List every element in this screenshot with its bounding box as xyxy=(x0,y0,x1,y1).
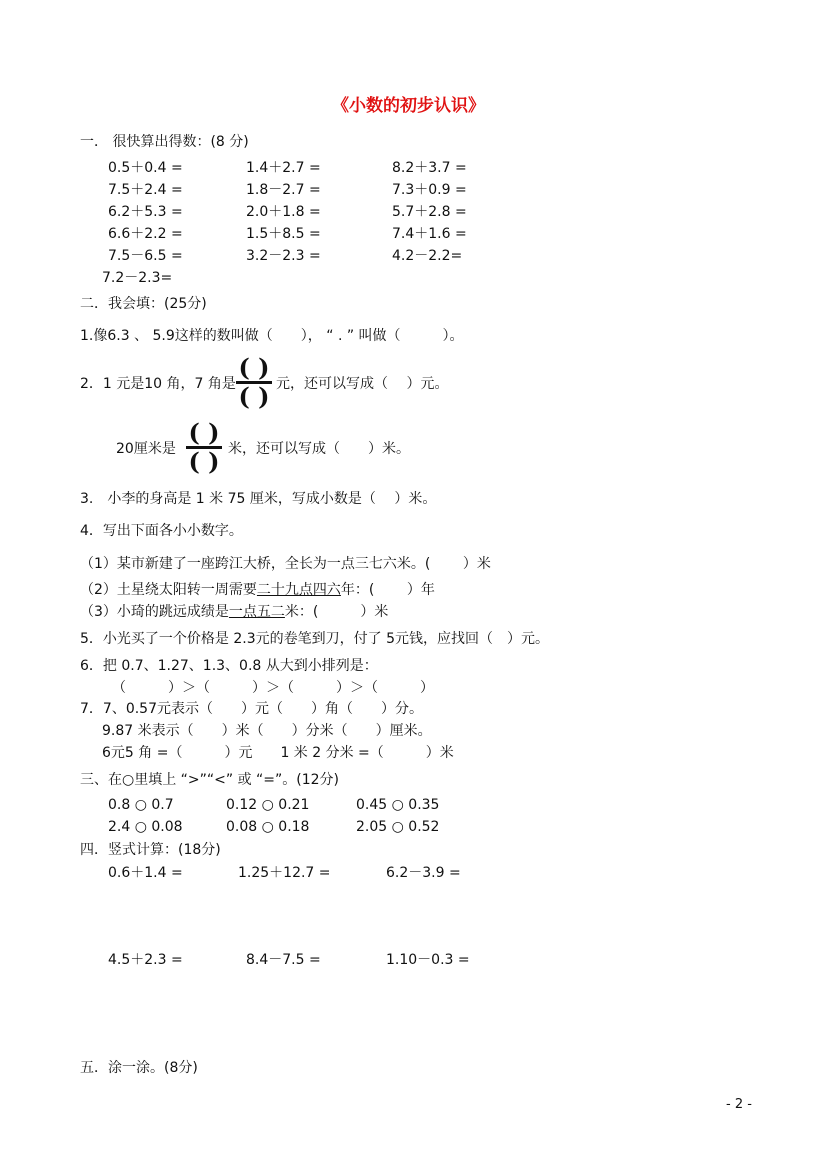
q4-3 xyxy=(80,601,388,621)
section5-heading: 五．涂一涂。(8分) xyxy=(80,1060,198,1076)
page-title: 《小数的初步认识》 xyxy=(332,96,485,116)
sec4-r1-c0: 0.6＋1.4 = xyxy=(108,865,183,881)
q2-suffix: 元，还可以写成（ ）元。 xyxy=(276,376,449,392)
sec1-r0-c1: 1.4＋2.7 = xyxy=(246,160,321,176)
sec3-r0-c2: 0.45 ○ 0.35 xyxy=(356,797,440,813)
sec3-r1-c2: 2.05 ○ 0.52 xyxy=(356,819,440,835)
q6-line: （ ）＞（ ）＞（ ）＞（ ） xyxy=(112,680,434,696)
sec3-r1-c1: 0.08 ○ 0.18 xyxy=(226,819,310,835)
sec4-r1-c1: 1.25＋12.7 = xyxy=(238,865,331,881)
q4-2-post: 年：( ）年 xyxy=(340,582,435,598)
q2b-suffix: 米，还可以写成（ ）米。 xyxy=(228,441,410,457)
sec1-extra: 7.2－2.3= xyxy=(102,270,173,286)
fraction-bottom: ( ) xyxy=(238,382,270,411)
q4-3-underlined: 一点五二 xyxy=(228,604,285,620)
sec1-r2-c2: 5.7＋2.8 = xyxy=(392,204,467,220)
sec1-r4-c0: 7.5－6.5 = xyxy=(108,248,183,264)
page-number: - 2 - xyxy=(726,1097,752,1112)
q4-3-post: 米：( ）米 xyxy=(284,604,389,620)
q4-3-pre: （3）小琦的跳远成绩是 xyxy=(80,604,229,620)
sec3-r0-c0: 0.8 ○ 0.7 xyxy=(108,797,174,813)
section2-heading: 二．我会填：(25分) xyxy=(80,296,207,312)
fraction-top: ( ) xyxy=(238,353,270,382)
q7: 7．7、0.57元表示（ ）元（ ）角（ ）分。 xyxy=(80,701,423,717)
section1-heading: 一． 很快算出得数：(8 分) xyxy=(80,134,249,150)
section3-heading: 三、在○里填上 “>”“<” 或 “=”。(12分) xyxy=(80,772,340,788)
sec4-r2-c2: 1.10－0.3 = xyxy=(386,952,470,968)
sec1-r1-c1: 1.8－2.7 = xyxy=(246,182,321,198)
q4-2-pre: （2）土星绕太阳转一周需要 xyxy=(80,582,257,598)
sec1-r2-c0: 6.2＋5.3 = xyxy=(108,204,183,220)
fraction-bottom: ( ) xyxy=(188,447,220,476)
sec4-r1-c2: 6.2－3.9 = xyxy=(386,865,461,881)
q4: 4．写出下面各小小数字。 xyxy=(80,523,243,539)
q4-2-underlined: 二十九点四六 xyxy=(256,582,341,598)
sec4-r2-c1: 8.4－7.5 = xyxy=(246,952,321,968)
q2: 2．1 元是10 角，7 角是 xyxy=(80,376,236,392)
sec1-r1-c0: 7.5＋2.4 = xyxy=(108,182,183,198)
sec1-r4-c1: 3.2－2.3 = xyxy=(246,248,321,264)
q1: 1.像6.3 、 5.9这样的数叫做（ ）， “ . ” 叫做（ ）。 xyxy=(80,328,464,344)
q4-1: （1）某市新建了一座跨江大桥，全长为一点三七六米。( ）米 xyxy=(80,556,491,572)
sec3-r0-c1: 0.12 ○ 0.21 xyxy=(226,797,310,813)
fraction-top: ( ) xyxy=(188,418,220,447)
sec1-r2-c1: 2.0＋1.8 = xyxy=(246,204,321,220)
q6: 6．把 0.7、1.27、1.3、0.8 从大到小排列是： xyxy=(80,658,378,674)
sec1-r0-c2: 8.2＋3.7 = xyxy=(392,160,467,176)
sec3-r1-c0: 2.4 ○ 0.08 xyxy=(108,819,183,835)
sec1-r0-c0: 0.5＋0.4 = xyxy=(108,160,183,176)
q2b: 20厘米是 xyxy=(116,441,176,457)
q4-2 xyxy=(80,579,435,599)
q5: 5．小光买了一个价格是 2.3元的卷笔到刀，付了 5元钱，应找回（ ）元。 xyxy=(80,631,549,647)
section4-heading: 四．竖式计算：(18分) xyxy=(80,842,221,858)
sec1-r3-c1: 1.5＋8.5 = xyxy=(246,226,321,242)
sec1-r1-c2: 7.3＋0.9 = xyxy=(392,182,467,198)
q7c: 6元5 角 =（ ）元 1 米 2 分米 =（ ）米 xyxy=(102,745,454,761)
sec1-r3-c2: 7.4＋1.6 = xyxy=(392,226,467,242)
sec4-r2-c0: 4.5＋2.3 = xyxy=(108,952,183,968)
q7b: 9.87 米表示（ ）米（ ）分米（ ）厘米。 xyxy=(102,723,432,739)
sec1-r3-c0: 6.6＋2.2 = xyxy=(108,226,183,242)
sec1-r4-c2: 4.2－2.2= xyxy=(392,248,463,264)
q3: 3. 小李的身高是 1 米 75 厘米，写成小数是（ ）米。 xyxy=(80,491,437,507)
fraction-blank-1 xyxy=(234,355,274,410)
fraction-blank-2 xyxy=(184,420,224,475)
